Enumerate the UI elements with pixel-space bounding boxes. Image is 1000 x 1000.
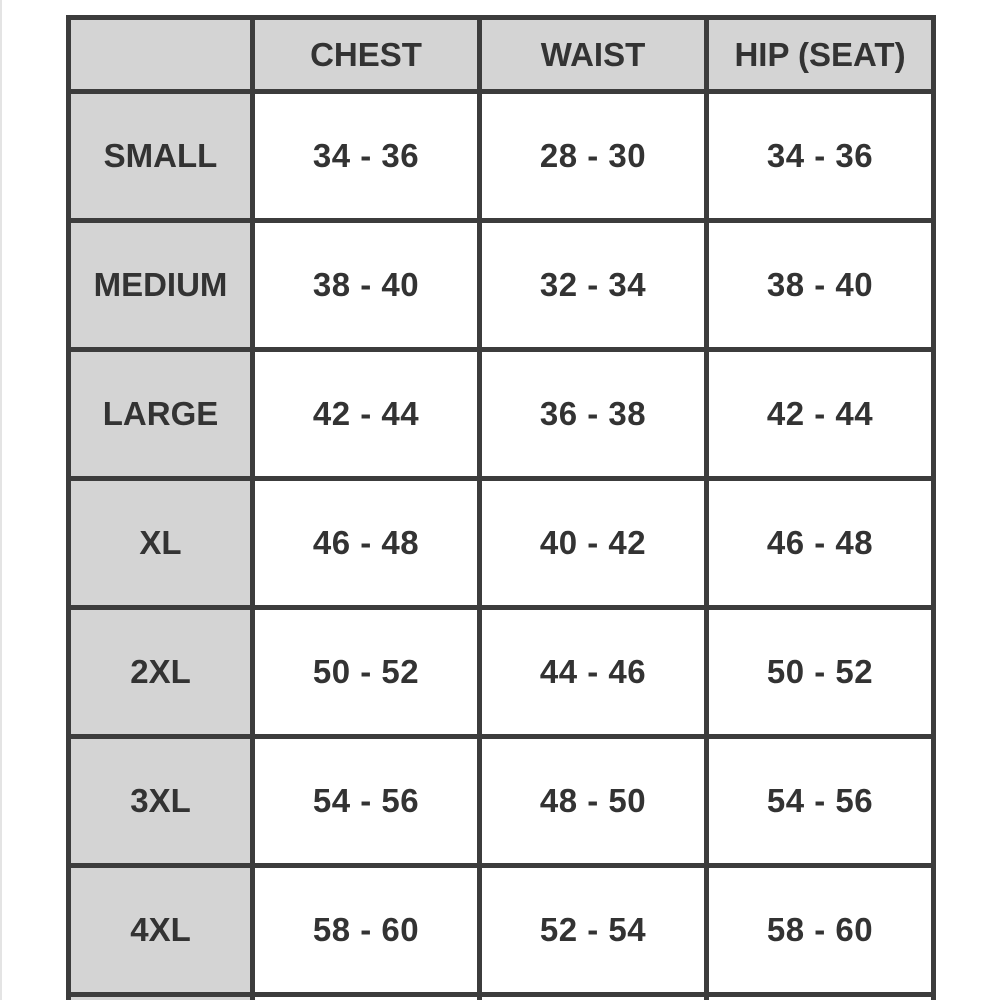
hip-cell: 58 - 60	[707, 866, 934, 995]
size-label: 2XL	[69, 608, 253, 737]
chest-cell: 34 - 36	[253, 92, 480, 221]
table-row	[69, 737, 934, 866]
header-row	[69, 18, 934, 92]
chest-cell: 50 - 52	[253, 608, 480, 737]
size-label: XL	[69, 479, 253, 608]
size-chart-table	[66, 15, 936, 1000]
chest-cell: 42 - 44	[253, 350, 480, 479]
size-label	[69, 995, 253, 1000]
size-label: MEDIUM	[69, 221, 253, 350]
size-label: LARGE	[69, 350, 253, 479]
waist-cell: 32 - 34	[480, 221, 707, 350]
table-row	[69, 221, 934, 350]
waist-cell: 48 - 50	[480, 737, 707, 866]
hip-cell	[707, 995, 934, 1000]
table-row	[69, 866, 934, 995]
page-edge-line	[0, 0, 2, 1000]
size-label: 3XL	[69, 737, 253, 866]
table-row	[69, 350, 934, 479]
table-row	[69, 92, 934, 221]
waist-cell	[480, 995, 707, 1000]
corner-cell	[69, 18, 253, 92]
waist-cell: 36 - 38	[480, 350, 707, 479]
size-label: 4XL	[69, 866, 253, 995]
chest-cell: 46 - 48	[253, 479, 480, 608]
hip-cell: 34 - 36	[707, 92, 934, 221]
hip-cell: 46 - 48	[707, 479, 934, 608]
chest-cell: 54 - 56	[253, 737, 480, 866]
chest-cell	[253, 995, 480, 1000]
hip-cell: 54 - 56	[707, 737, 934, 866]
chest-cell: 38 - 40	[253, 221, 480, 350]
waist-cell: 52 - 54	[480, 866, 707, 995]
size-label: SMALL	[69, 92, 253, 221]
hip-cell: 50 - 52	[707, 608, 934, 737]
column-header-chest: CHEST	[253, 18, 480, 92]
waist-cell: 40 - 42	[480, 479, 707, 608]
hip-cell: 38 - 40	[707, 221, 934, 350]
column-header-waist: WAIST	[480, 18, 707, 92]
table-row-cut-off	[69, 995, 934, 1000]
table-row	[69, 608, 934, 737]
chest-cell: 58 - 60	[253, 866, 480, 995]
table-row	[69, 479, 934, 608]
waist-cell: 28 - 30	[480, 92, 707, 221]
hip-cell: 42 - 44	[707, 350, 934, 479]
waist-cell: 44 - 46	[480, 608, 707, 737]
column-header-hip: HIP (SEAT)	[707, 18, 934, 92]
